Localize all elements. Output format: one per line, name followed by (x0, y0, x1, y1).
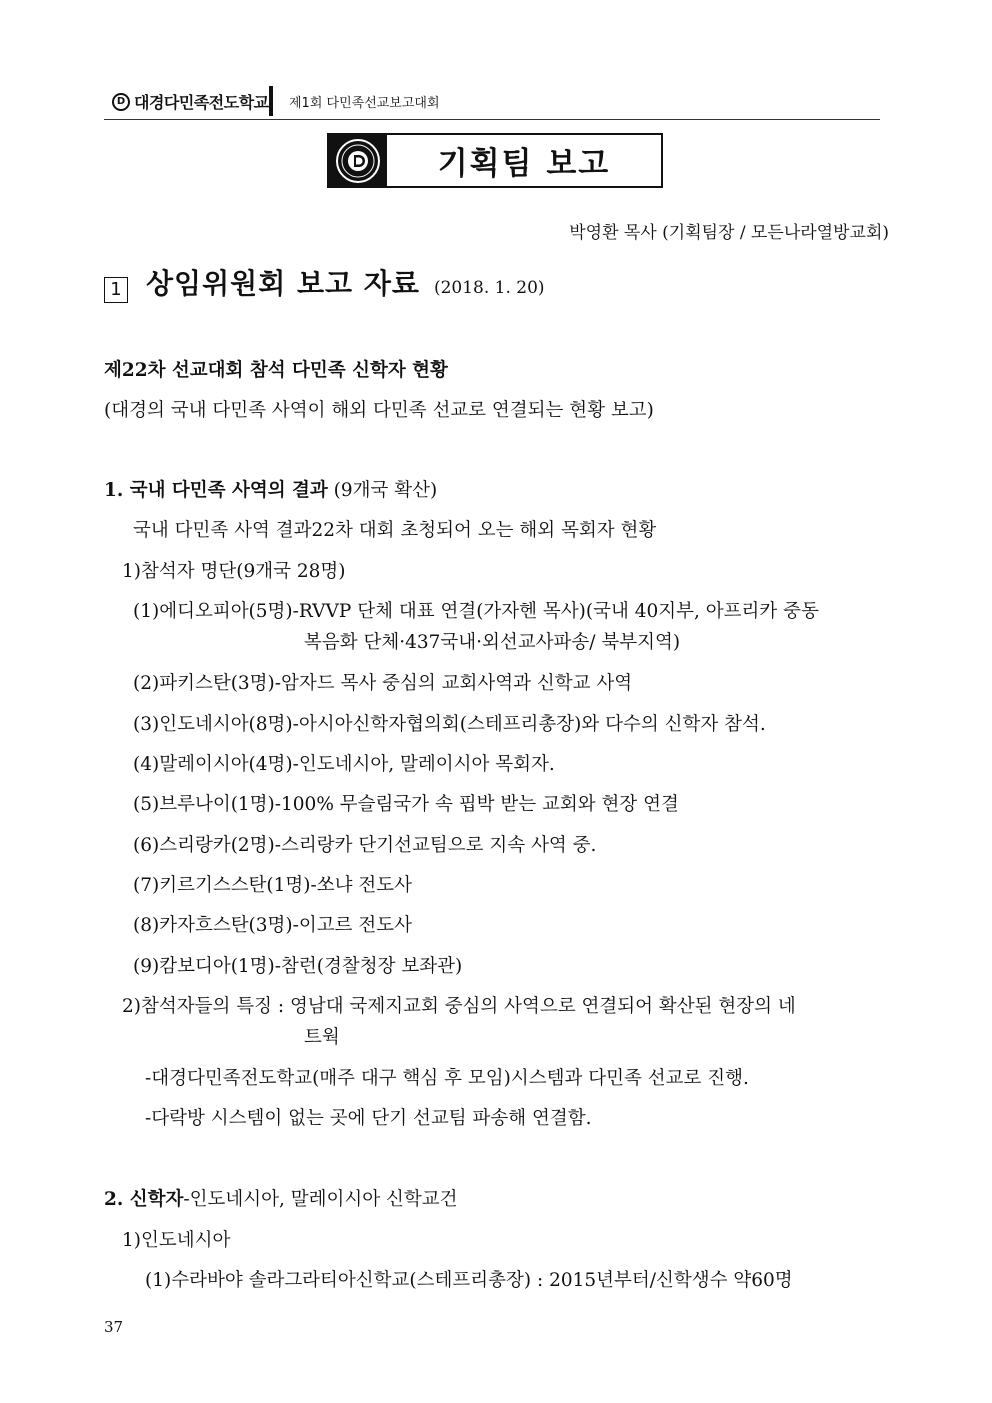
list-item: (6)스리랑카(2명)-스리랑카 단기선교팀으로 지속 사역 중. (133, 835, 597, 856)
part1-sub1: 1)참석자 명단(9개국 28명) (122, 561, 346, 582)
list-item: (2)파키스탄(3명)-암자드 목사 중심의 교회사역과 신학교 사역 (133, 673, 633, 694)
list-item: (3)인도네시아(8명)-아시아신학자협의회(스테프리총장)와 다수의 신학자 참석. (133, 714, 766, 735)
part1-heading-note: (9개국 확산) (327, 480, 438, 501)
header-rule (104, 119, 880, 120)
logo-emblem-icon: D (112, 93, 130, 111)
section-number-box: 1 (104, 277, 128, 303)
title-box (327, 133, 663, 188)
header-divider-bar (269, 86, 273, 116)
part1-dash-1: -대경다민족전도학교(매주 대구 핵심 후 모임)시스템과 다민족 선교로 진행. (145, 1068, 749, 1089)
part1-heading: 1. 국내 다민족 사역의 결과 (104, 480, 328, 501)
seal-icon (329, 135, 387, 186)
part2-item-1: (1)수라바야 솔라그라티아신학교(스테프리총장) : 2015년부터/신학생수 약60명 (145, 1270, 793, 1291)
list-item: (7)키르기스스탄(1명)-쏘냐 전도사 (133, 875, 412, 896)
page-number: 37 (104, 1318, 124, 1336)
part2-heading-rest: -인도네시아, 말레이시아 신학교건 (183, 1189, 458, 1210)
part1-heading-line (104, 479, 437, 503)
school-name: 대경다민족전도학교 (134, 93, 269, 112)
list-item: (5)브루나이(1명)-100% 무슬림국가 속 핍박 받는 교회와 현장 연결 (133, 794, 679, 815)
subject-title: 제22차 선교대회 참석 다민족 신학자 현황 (104, 360, 448, 381)
subject-subtitle: (대경의 국내 다민족 사역이 해외 다민족 선교로 연결되는 현황 보고) (104, 400, 654, 421)
author-line: 박영환 목사 (기획팀장 / 모든나라열방교회) (569, 223, 889, 243)
part1-intro: 국내 다민족 사역 결과22차 대회 초청되어 오는 해외 목회자 현황 (133, 520, 657, 541)
part2-heading-line (104, 1188, 457, 1212)
part1-dash-2: -다락방 시스템이 없는 곳에 단기 선교팀 파송해 연결함. (145, 1108, 592, 1129)
part1-sub2-continuation: 트웍 (304, 1027, 340, 1048)
part2-heading: 2. 신학자 (104, 1189, 184, 1210)
list-item: (8)카자흐스탄(3명)-이고르 전도사 (133, 915, 412, 936)
list-item: (9)캄보디아(1명)-참런(경찰청장 보좌관) (133, 956, 463, 977)
event-name: 제1회 다민족선교보고대회 (289, 96, 440, 111)
school-logo (112, 90, 269, 113)
part2-sub1: 1)인도네시아 (122, 1230, 231, 1251)
page-title: 기획팀 보고 (437, 146, 611, 182)
page-header (104, 86, 880, 120)
list-item: (1)에디오피아(5명)-RVVP 단체 대표 연결(가자헨 목사)(국내 40지부, 아프리카 중동 (133, 601, 819, 622)
section-heading (104, 262, 545, 302)
list-item: (4)말레이시아(4명)-인도네시아, 말레이시아 목회자. (133, 754, 555, 775)
list-item-continuation: 복음화 단체·437국내·외선교사파송/ 북부지역) (304, 632, 681, 653)
section-date: (2018. 1. 20) (433, 278, 545, 298)
part1-sub2: 2)참석자들의 특징 : 영남대 국제지교회 중심의 사역으로 연결되어 확산된 현장의 네 (122, 996, 796, 1017)
section-title: 상임위원회 보고 자료 (146, 267, 420, 300)
